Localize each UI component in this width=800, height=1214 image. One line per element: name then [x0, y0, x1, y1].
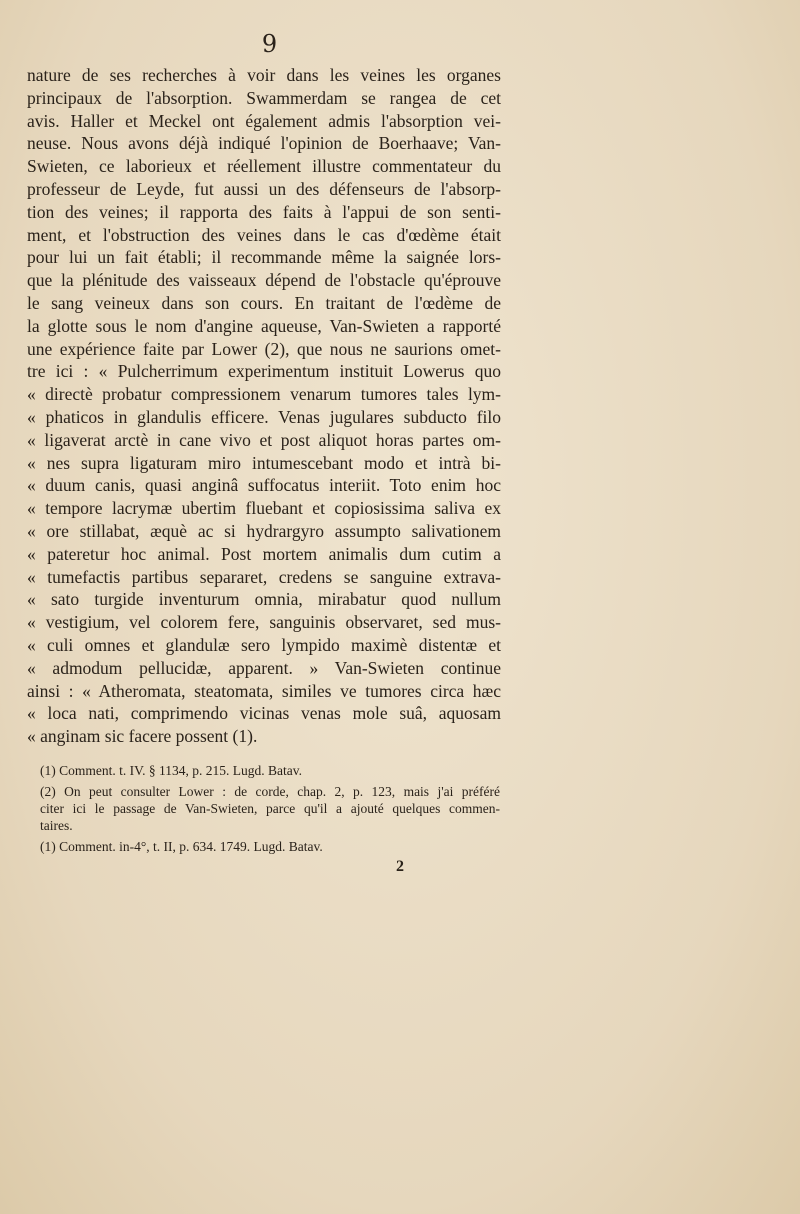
- text-line: tre ici : « Pulcherrimum experimentum instituit Lowerus quo: [27, 361, 501, 382]
- text-line: ainsi : « Atheromata, steatomata, similes ve tumores circa hæc: [27, 680, 501, 701]
- text-line: ment, et l'obstruction des veines dans le cas d'œdème était: [27, 224, 501, 245]
- text-line: « culi omnes et glandulæ sero lympido maximè distentæ et: [27, 634, 501, 655]
- footnote: (1) Comment. t. IV. § 1134, p. 215. Lugd. Batav.: [40, 763, 302, 778]
- text-line: que la plénitude des vaisseaux dépend de l'obstacle qu'éprouve: [27, 270, 501, 291]
- footnote: taires.: [40, 818, 73, 833]
- text-line: avis. Haller et Meckel ont également admis l'absorption vei-: [27, 110, 501, 131]
- text-line: « duum canis, quasi anginâ suffocatus interiit. Toto enim hoc: [27, 475, 501, 496]
- footnote: (2) On peut consulter Lower : de corde, chap. 2, p. 123, mais j'ai préféré: [40, 784, 500, 799]
- text-line: « nes supra ligaturam miro intumescebant modo et intrà bi-: [27, 452, 501, 473]
- text-line: « directè probatur compressionem venarum tumores tales lym-: [27, 384, 501, 405]
- page-number: 9: [261, 30, 279, 58]
- text-line: « vestigium, vel colorem fere, sanguinis observaret, sed mus-: [27, 612, 501, 633]
- text-line: « tumefactis partibus separaret, credens se sanguine extrava-: [27, 566, 501, 587]
- text-line: nature de ses recherches à voir dans les veines les organes: [27, 65, 501, 85]
- text-line: une expérience faite par Lower (2), que nous ne saurions omet-: [27, 338, 501, 359]
- text-line: professeur de Leyde, fut aussi un des défenseurs de l'absorp-: [27, 178, 501, 199]
- footnote: citer ici le passage de Van-Swieten, parce qu'il a ajouté quelques commen-: [40, 801, 500, 816]
- text-line: principaux de l'absorption. Swammerdam se rangea de cet: [27, 87, 501, 108]
- text-line: « loca nati, comprimendo vicinas venas mole suâ, aquosam: [27, 703, 501, 724]
- text-line: « tempore lacrymæ ubertim fluebant et copiosissima saliva ex: [27, 498, 501, 519]
- text-line: « ore stillabat, æquè ac si hydrargyro assumpto salivationem: [27, 520, 501, 541]
- text-line: neuse. Nous avons déjà indiqué l'opinion de Boerhaave; Van-: [27, 133, 501, 154]
- signature-mark: 2: [396, 858, 404, 875]
- text-line: la glotte sous le nom d'angine aqueuse, Van-Swieten a rapporté: [27, 315, 501, 336]
- text-line: « ligaverat arctè in cane vivo et post aliquot horas partes om-: [27, 429, 501, 450]
- text-line: tion des veines; il rapporta des faits à l'appui de son senti-: [27, 201, 501, 222]
- text-line: Swieten, ce laborieux et réellement illustre commentateur du: [27, 156, 501, 177]
- text-line: « admodum pellucidæ, apparent. » Van-Swieten continue: [27, 657, 501, 678]
- text-line: « sato turgide inventurum omnia, mirabatur quod nullum: [27, 589, 501, 610]
- text-line: « pateretur hoc animal. Post mortem animalis dum cutim a: [27, 543, 501, 564]
- text-line: « anginam sic facere possent (1).: [27, 726, 258, 747]
- text-line: pour lui un fait établi; il recommande même la saignée lors-: [27, 247, 501, 268]
- text-line: le sang veineux dans son cours. En traitant de l'œdème de: [27, 292, 501, 313]
- body-text: [27, 64, 501, 748]
- text-line: « phaticos in glandulis efficere. Venas jugulares subducto filo: [27, 406, 501, 427]
- footnote: (1) Comment. in-4°, t. II, p. 634. 1749. Lugd. Batav.: [40, 839, 323, 854]
- footnotes: [40, 762, 500, 855]
